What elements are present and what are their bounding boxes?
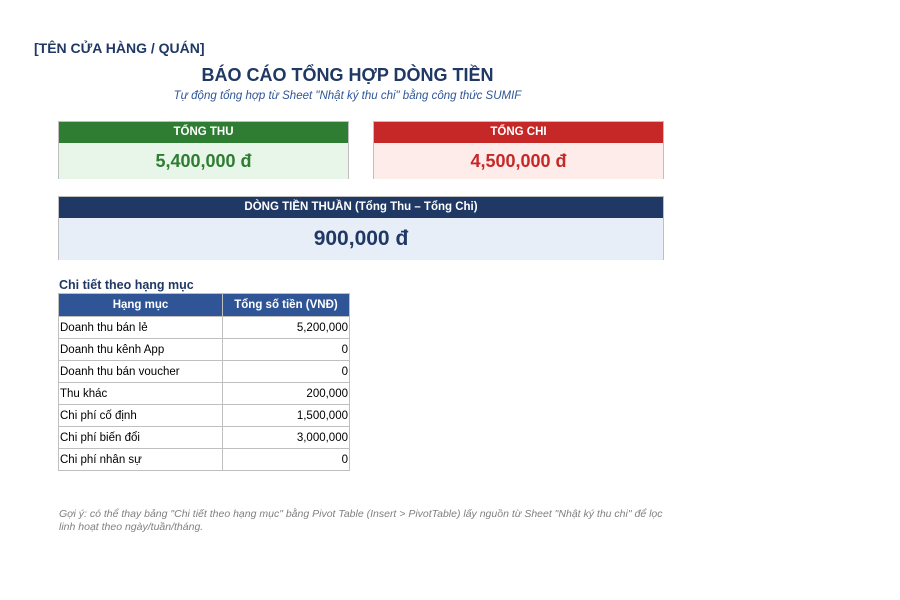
total-expense-value: 4,500,000 đ [374, 143, 663, 179]
column-header-category[interactable]: Hạng mục [59, 294, 223, 317]
store-name: [TÊN CỬA HÀNG / QUÁN] [34, 40, 205, 56]
report-title: BÁO CÁO TỔNG HỢP DÒNG TIỀN [201, 65, 494, 85]
total-expense-card [373, 121, 664, 179]
net-cash-flow-label: DÒNG TIỀN THUẦN (Tổng Thu – Tổng Chi) [59, 197, 663, 218]
category-cell[interactable]: Chi phí biến đổi [59, 427, 223, 449]
category-cell[interactable]: Doanh thu bán voucher [59, 361, 223, 383]
category-cell[interactable]: Doanh thu kênh App [59, 339, 223, 361]
amount-cell[interactable]: 0 [223, 361, 350, 383]
pivot-table-hint: Gợi ý: có thể thay bảng "Chi tiết theo hạng mục" bằng Pivot Table (Insert > PivotTable) lấy nguồn từ Sheet "Nhật ký thu chi" để lọc linh hoạt theo ngày/tuần/tháng. [59, 508, 663, 533]
table-row [59, 383, 350, 405]
detail-section-title: Chi tiết theo hạng mục [59, 278, 194, 292]
net-cash-flow-value: 900,000 đ [59, 218, 663, 260]
table-row [59, 317, 350, 339]
category-cell[interactable]: Chi phí cố định [59, 405, 223, 427]
category-cell[interactable]: Thu khác [59, 383, 223, 405]
amount-cell[interactable]: 0 [223, 449, 350, 471]
net-cash-flow-card [58, 196, 664, 260]
amount-cell[interactable]: 0 [223, 339, 350, 361]
amount-cell[interactable]: 3,000,000 [223, 427, 350, 449]
total-income-label: TỔNG THU [59, 122, 348, 143]
total-income-value: 5,400,000 đ [59, 143, 348, 179]
table-row [59, 361, 350, 383]
table-row [59, 427, 350, 449]
column-header-amount[interactable]: Tổng số tiền (VNĐ) [223, 294, 350, 317]
category-cell[interactable]: Doanh thu bán lẻ [59, 317, 223, 339]
report-subtitle: Tự động tổng hợp từ Sheet "Nhật ký thu chi" bằng công thức SUMIF [173, 90, 522, 102]
amount-cell[interactable]: 5,200,000 [223, 317, 350, 339]
category-cell[interactable]: Chi phí nhân sự [59, 449, 223, 471]
total-expense-label: TỔNG CHI [374, 122, 663, 143]
table-row [59, 339, 350, 361]
category-detail-table [58, 293, 350, 471]
total-income-card [58, 121, 349, 179]
table-header-row [59, 294, 350, 317]
table-row [59, 405, 350, 427]
amount-cell[interactable]: 200,000 [223, 383, 350, 405]
table-row [59, 449, 350, 471]
amount-cell[interactable]: 1,500,000 [223, 405, 350, 427]
